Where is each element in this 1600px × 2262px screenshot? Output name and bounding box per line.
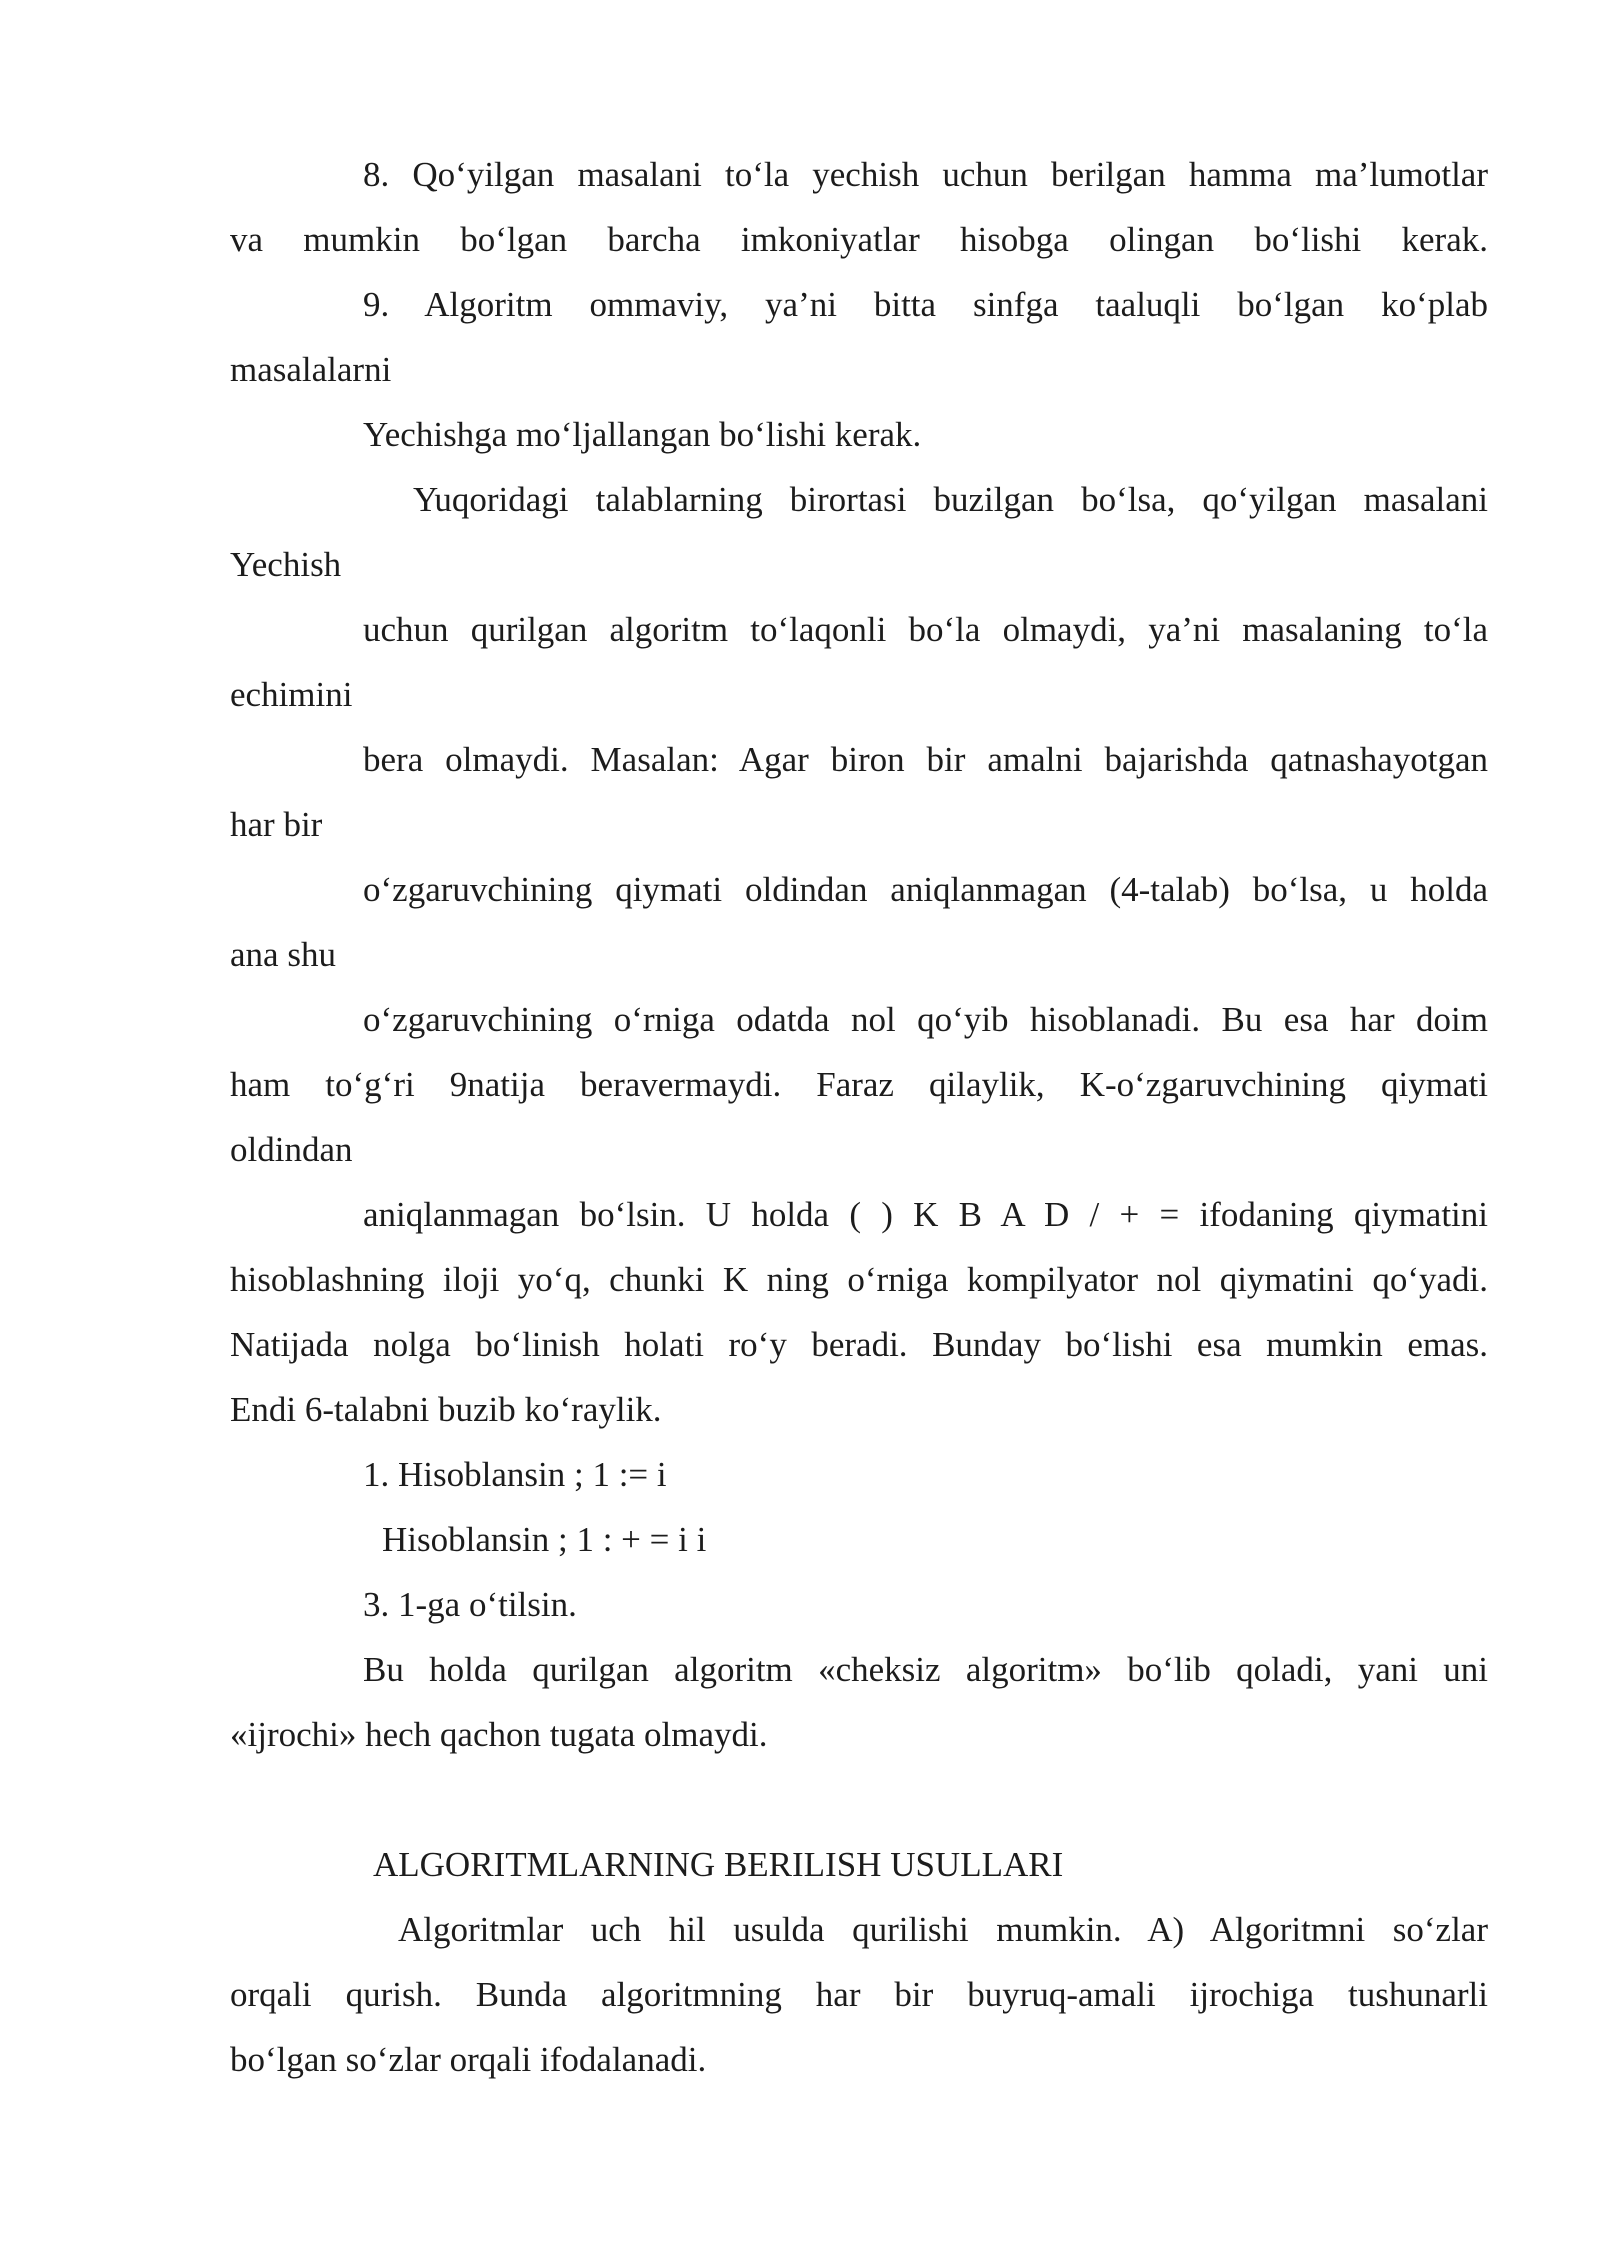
paragraph-line: Endi 6-talabni buzib ko‘raylik. (230, 1390, 662, 1429)
paragraph-line: Algoritmlar uch hil usulda qurilishi mumkin. A) Algoritmni so‘zlar (398, 1910, 1488, 1949)
paragraph-line: hisoblashning iloji yo‘q, chunki K ning o‘rniga kompilyator nol qiymatini qo‘yadi. (230, 1260, 1488, 1299)
paragraph-line: uchun qurilgan algoritm to‘laqonli bo‘la olmaydi, ya’ni masalaning to‘la (363, 610, 1488, 649)
paragraph-line: masalalarni (230, 350, 392, 389)
paragraph-line: Yechishga mo‘ljallangan bo‘lishi kerak. (363, 415, 922, 454)
paragraph-line: ham to‘g‘ri 9natija beravermaydi. Faraz qilaylik, K-o‘zgaruvchining qiymati (230, 1065, 1488, 1104)
paragraph-line: 9. Algoritm ommaviy, ya’ni bitta sinfga taaluqli bo‘lgan ko‘plab (363, 285, 1488, 324)
paragraph-line: echimini (230, 675, 353, 714)
paragraph-line: bo‘lgan so‘zlar orqali ifodalanadi. (230, 2040, 707, 2079)
paragraph-line: Yechish (230, 545, 342, 584)
paragraph-line: 8. Qo‘yilgan masalani to‘la yechish uchun berilgan hamma ma’lumotlar (363, 155, 1488, 194)
paragraph-line: Yuqoridagi talablarning birortasi buzilgan bo‘lsa, qo‘yilgan masalani (413, 480, 1488, 519)
paragraph-line: aniqlanmagan bo‘lsin. U holda ( ) K B A D / + = ifodaning qiymatini (363, 1195, 1488, 1234)
paragraph-line: Bu holda qurilgan algoritm «cheksiz algoritm» bo‘lib qoladi, yani uni (363, 1650, 1488, 1689)
list-item: Hisoblansin ; 1 : + = i i (382, 1520, 707, 1559)
paragraph-line: o‘zgaruvchining o‘rniga odatda nol qo‘yib hisoblanadi. Bu esa har doim (363, 1000, 1488, 1039)
paragraph-line: o‘zgaruvchining qiymati oldindan aniqlanmagan (4-talab) bo‘lsa, u holda (363, 870, 1488, 909)
paragraph-line: «ijrochi» hech qachon tugata olmaydi. (230, 1715, 768, 1754)
paragraph-line: orqali qurish. Bunda algoritmning har bir buyruq-amali ijrochiga tushunarli (230, 1975, 1488, 2014)
list-item: 3. 1-ga o‘tilsin. (363, 1585, 577, 1624)
list-item: 1. Hisoblansin ; 1 := i (363, 1455, 667, 1494)
section-heading: ALGORITMLARNING BERILISH USULLARI (373, 1845, 1064, 1884)
paragraph-line: bera olmaydi. Masalan: Agar biron bir amalni bajarishda qatnashayotgan (363, 740, 1488, 779)
paragraph-line: har bir (230, 805, 323, 844)
paragraph-line: oldindan (230, 1130, 353, 1169)
paragraph-line: va mumkin bo‘lgan barcha imkoniyatlar hisobga olingan bo‘lishi kerak. (230, 220, 1488, 259)
paragraph-line: Natijada nolga bo‘linish holati ro‘y beradi. Bunday bo‘lishi esa mumkin emas. (230, 1325, 1488, 1364)
paragraph-line: ana shu (230, 935, 336, 974)
